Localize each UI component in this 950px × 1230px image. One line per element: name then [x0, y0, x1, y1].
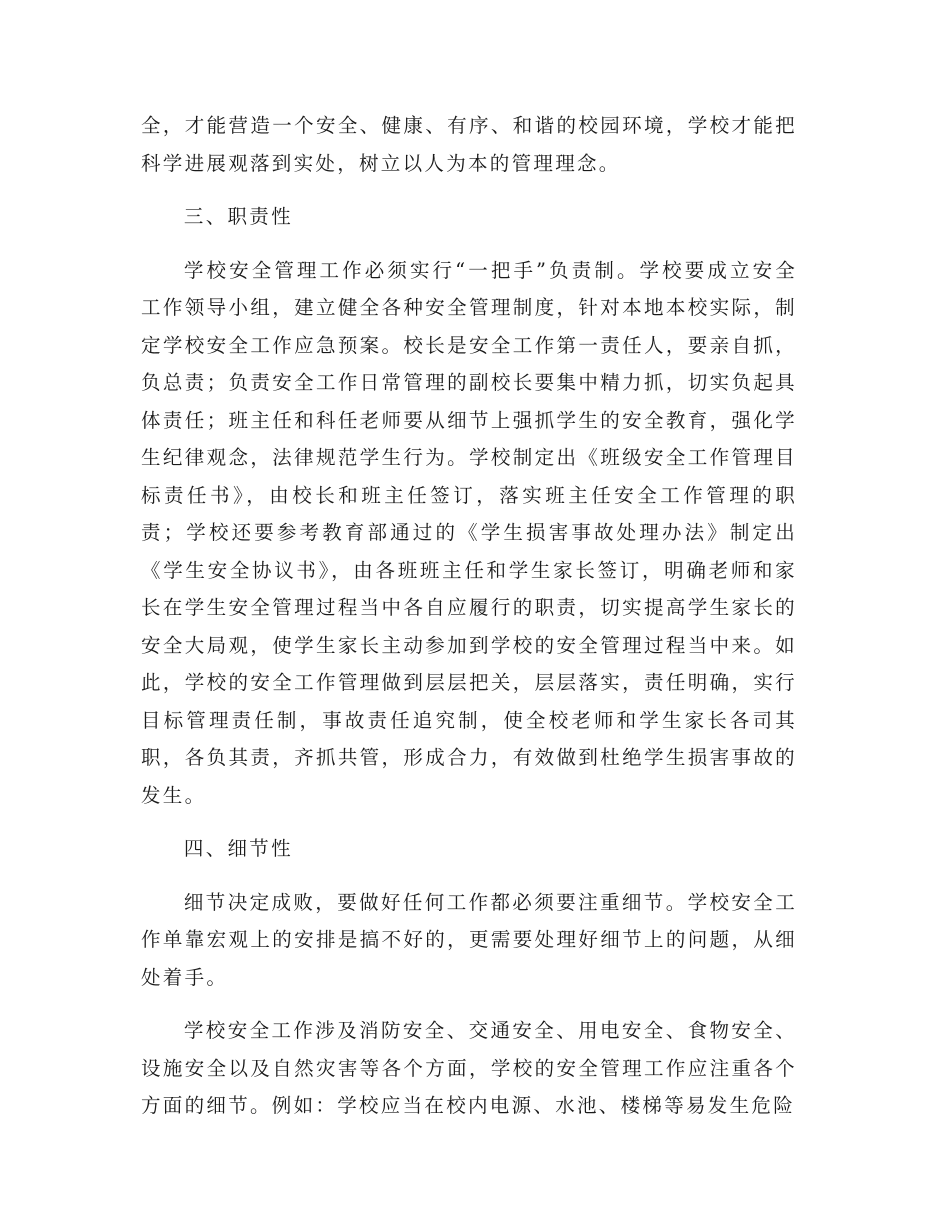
section-heading-detail: 四、细节性 [183, 837, 293, 860]
paragraph-continued: 全，才能营造一个安全、健康、有序、和谐的校园环境，学校才能把科学进展观落到实处，树立以人为本的管理理念。 [141, 114, 797, 175]
paragraph-detail-examples: 学校安全工作涉及消防安全、交通安全、用电安全、食物安全、设施安全以及自然灾害等各个方面，学校的安全管理工作应注重各个方面的细节。例如：学校应当在校内电源、水池、楼梯等易发生危险 [141, 1019, 797, 1117]
paragraph-detail-intro: 细节决定成败，要做好任何工作都必须要注重细节。学校安全工作单靠宏观上的安排是搞不好的，更需要处理好细节上的问题，从细处着手。 [141, 890, 797, 989]
document-body [141, 107, 797, 1141]
paragraph-responsibility: 学校安全管理工作必须实行“一把手”负责制。学校要成立安全工作领导小组，建立健全各种安全管理制度，针对本地本校实际，制定学校安全工作应急预案。校长是安全工作第一责任人，要亲自抓，负总责；负责安全工作日常管理的副校长要集中精力抓，切实负起具体责任；班主任和科任老师要从细节上强抓学生的安全教育，强化学生纪律观念，法律规范学生行为。学校制定出《班级安全工作管理目标责任书》，由校长和班主任签订，落实班主任安全工作管理的职责；学校还要参考教育部通过的《学生损害事故处理办法》制定出《学生安全协议书》，由各班班主任和学生家长签订，明确老师和家长在学生安全管理过程当中各自应履行的职责，切实提高学生家长的安全大局观，使学生家长主动参加到学校的安全管理过程当中来。如此，学校的安全工作管理做到层层把关，层层落实，责任明确，实行目标管理责任制，事故责任追究制，使全校老师和学生家长各司其职，各负其责，齐抓共管，形成合力，有效做到杜绝学生损害事故的发生。 [141, 258, 797, 807]
section-heading-responsibility: 三、职责性 [183, 205, 293, 228]
